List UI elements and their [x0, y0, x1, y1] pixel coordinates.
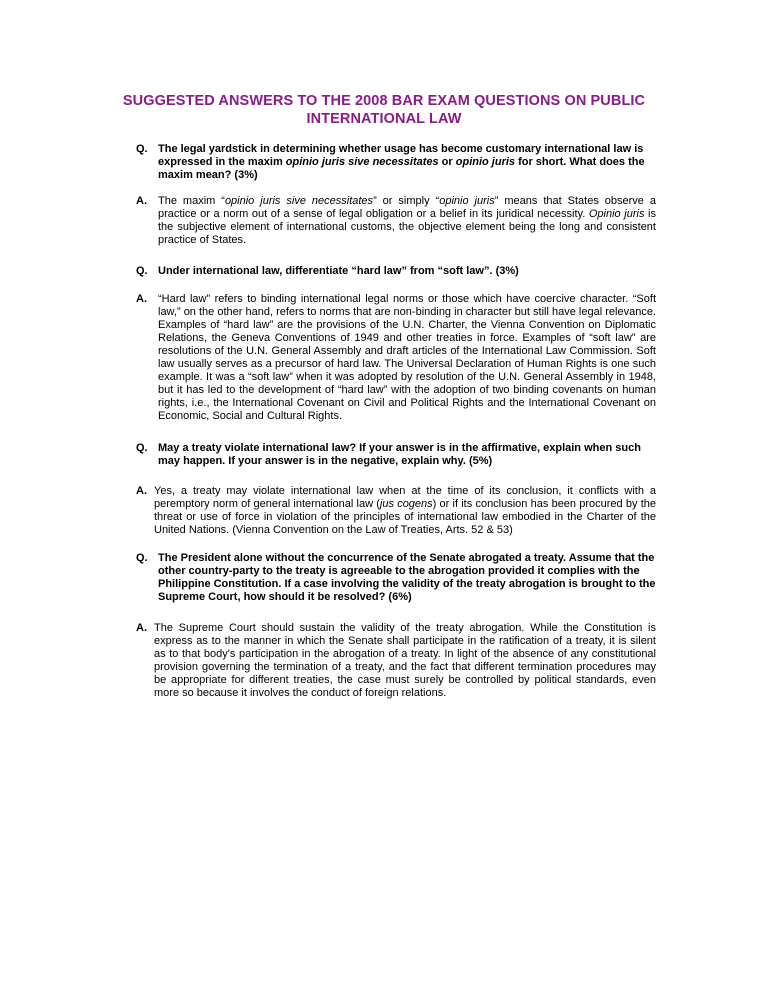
answer-marker: A. — [136, 195, 147, 207]
answer-1-text: The maxim “opinio juris sive necessitates” or simply “opinio juris” means that States observe a practice or a norm out of a sense of legal obligation or a belief in its juridical necessity. Opinio juris is the subjective element of international customs, the objective element being the long and consistent practice of States. — [158, 195, 657, 246]
answer-3 — [136, 485, 656, 537]
question-1-text: The legal yardstick in determining whether usage has become customary international law is expressed in the maxim opinio juris sive necessitates or opinio juris for short. What does the maxim mean? (3%) — [158, 143, 645, 181]
question-2 — [136, 265, 656, 278]
title-line-1: SUGGESTED ANSWERS TO THE 2008 BAR EXAM QUESTIONS ON PUBLIC — [122, 93, 646, 109]
answer-marker: A. — [136, 293, 147, 305]
document-title — [100, 92, 668, 128]
title-line-2: INTERNATIONAL LAW — [306, 111, 462, 127]
question-1 — [136, 143, 656, 182]
question-4 — [136, 552, 656, 604]
question-marker: Q. — [136, 143, 148, 155]
answer-4 — [136, 622, 656, 700]
question-3-text: May a treaty violate international law? If your answer is in the affirmative, explain when such may happen. If your answer is in the negative, explain why. (5%) — [158, 442, 641, 467]
question-marker: Q. — [136, 442, 148, 454]
question-2-text: Under international law, differentiate “hard law” from “soft law”. (3%) — [158, 265, 519, 277]
answer-marker: A. — [136, 622, 147, 634]
answer-marker: A. — [136, 485, 147, 497]
answer-2-text: “Hard law” refers to binding international legal norms or those which have coercive character. “Soft law,” on the other hand, refers to norms that are non-binding in character but still have legal relevance. Examples of “hard law” are the provisions of the U.N. Charter, the Vienna Convention on Diplomatic Relations, the Geneva Conventions of 1949 and other treaties in force. Examples of “soft law” are resolutions of the U.N. General Assembly and draft articles of the International Law Commission. Soft law usually serves as a precursor of hard law. The Universal Declaration of Human Rights is one such example. It was a “soft law” when it was adopted by resolution of the U.N. General Assembly in 1948, but it has led to the development of “hard law” with the adoption of two binding covenants on human rights, i.e., the International Covenant on Civil and Political Rights and the International Covenant on Economic, Social and Cultural Rights. — [158, 293, 656, 422]
question-3 — [136, 442, 656, 468]
answer-2 — [136, 293, 656, 423]
answer-1 — [136, 195, 656, 247]
question-marker: Q. — [136, 552, 148, 564]
answer-4-text: The Supreme Court should sustain the validity of the treaty abrogation. While the Constitution is express as to the manner in which the Senate shall participate in the ratification of a treaty, it is silent as to that body's participation in the abrogation of a treaty. In light of the absence of any constitutional provision governing the termination of a treaty, and the fact that different termination procedures may be appropriate for different treaties, the case must surely be controlled by political standards, even more so because it involves the conduct of foreign relations. — [154, 622, 656, 699]
question-4-text: The President alone without the concurrence of the Senate abrogated a treaty. Assume that the other country-party to the treaty is agreeable to the abrogation provided it complies with the Philippine Constitution. If a case involving the validity of the treaty abrogation is brought to the Supreme Court, how should it be resolved? (6%) — [158, 552, 656, 603]
answer-3-text: Yes, a treaty may violate international law when at the time of its conclusion, it conflicts with a peremptory norm of general international law (jus cogens) or if its conclusion has been procured by the threat or use of force in violation of the principles of international law embodied in the Charter of the United Nations. (Vienna Convention on the Law of Treaties, Arts. 52 & 53) — [154, 485, 656, 536]
question-marker: Q. — [136, 265, 148, 277]
